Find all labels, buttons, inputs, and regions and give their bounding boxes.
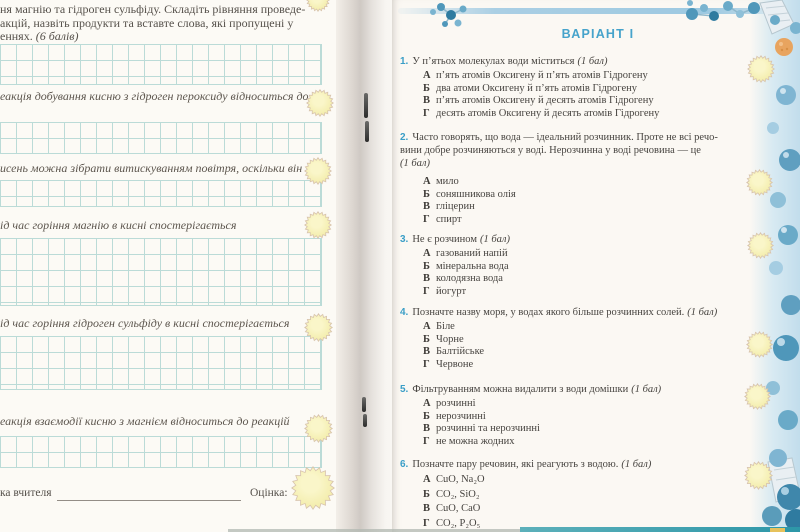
option-letter: Г (423, 107, 430, 119)
option (423, 286, 748, 299)
intro-score: (6 балів) (35, 29, 79, 43)
left-question: еакція взаємодії кисню з магнієм відноситься до реакцій (0, 414, 290, 428)
question-text: Позначте пару речовин, які реагують з водою. (412, 459, 619, 470)
question-number: 3. (400, 234, 409, 245)
option-text: CO₂, SiO₂ (436, 488, 480, 500)
option-text: соняшникова олія (436, 188, 516, 200)
answer-grid (0, 238, 322, 306)
question-3 (400, 233, 748, 298)
option-letter: Г (423, 285, 430, 297)
answer-grid (0, 122, 322, 154)
option-text: колодязна вода (436, 273, 503, 284)
option-letter: В (423, 201, 431, 212)
options-list (423, 473, 748, 531)
left-question: еакція добування кисню з гідроген пероксиду відноситься до (0, 89, 309, 103)
option (423, 189, 748, 202)
variant-title: ВАРІАНТ І (561, 27, 635, 41)
option-text: спирт (436, 213, 462, 225)
left-page (0, 0, 340, 532)
option-letter: Г (423, 358, 430, 370)
left-intro (0, 3, 332, 44)
staple (364, 93, 368, 118)
question-text: Фільтруванням можна видалити з води домішки (412, 384, 629, 395)
option-text: йогурт (436, 285, 467, 297)
option-letter: В (423, 423, 431, 434)
right-page (392, 0, 800, 532)
question-score: (1 бал) (577, 56, 608, 67)
molecule-icon (425, 0, 473, 27)
option-letter: А (423, 176, 431, 187)
option-text: CO₂, P₂O₅ (436, 517, 481, 529)
option-letter: Г (423, 517, 430, 529)
option (423, 346, 748, 359)
question-number: 6. (400, 459, 409, 470)
question-number: 5. (400, 384, 409, 395)
option-text: розчинні та нерозчинні (436, 423, 540, 434)
question-score: (1 бал) (687, 307, 718, 318)
option (423, 359, 748, 372)
option (423, 70, 748, 83)
option-letter: Г (423, 213, 430, 225)
options-list (423, 248, 748, 298)
question-score: (1 бал) (621, 459, 652, 470)
page-bottom-edge (228, 529, 520, 532)
option-letter: А (423, 70, 431, 81)
question-2 (400, 131, 748, 226)
signature-line (57, 500, 241, 501)
answer-grid (0, 436, 322, 468)
staple (362, 397, 366, 412)
binding-gutter (336, 0, 394, 532)
options-list (423, 321, 748, 371)
option-text: CuO, CaO (436, 503, 481, 515)
question-score: (1 бал) (400, 158, 430, 169)
option-letter: Б (423, 488, 430, 500)
option-letter: В (423, 273, 431, 284)
option-letter: А (423, 248, 431, 259)
option-text: п’ять атомів Оксигену й п’ять атомів Гідрогену (436, 70, 648, 81)
question-number: 4. (400, 307, 409, 318)
intro-line: акцій, назвіть продукти та вставте слова, які пропущені у (0, 15, 294, 30)
teacher-signature-label: ка вчителя (0, 487, 52, 499)
option-letter: А (423, 398, 431, 409)
option-letter: Г (423, 435, 430, 447)
staple (365, 121, 369, 142)
question-number: 1. (400, 56, 409, 67)
option (423, 398, 748, 411)
option (423, 261, 748, 274)
question-score: (1 бал) (480, 234, 510, 245)
option-letter: В (423, 503, 431, 515)
option-text: нерозчинні (436, 410, 486, 422)
grade-label: Оцінка: (250, 487, 288, 499)
question-score: (1 бал) (631, 384, 662, 395)
page-bottom-edge-teal (520, 527, 800, 532)
option-letter: В (423, 95, 431, 106)
option (423, 273, 748, 286)
question-5 (400, 383, 748, 448)
question-number: 2. (400, 132, 409, 143)
option (423, 176, 748, 189)
question-text: У п’ятьох молекулах води міститься (412, 56, 575, 67)
left-question: ід час горіння гідроген сульфіду в кисні спостерігається (0, 316, 290, 330)
option-text: не можна жодних (436, 435, 515, 447)
option-text: десять атомів Оксигену й десять атомів Гідрогену (436, 107, 660, 119)
option-letter: Б (423, 260, 430, 272)
page-bottom-edge-accent (770, 528, 785, 532)
question-6 (400, 458, 748, 531)
option (423, 108, 748, 121)
answer-grid (0, 44, 322, 85)
option (423, 334, 748, 347)
option-text: мінеральна вода (436, 260, 509, 272)
staple (363, 414, 367, 427)
option-letter: Б (423, 82, 430, 94)
answer-grid (0, 336, 322, 390)
option (423, 411, 748, 424)
option (423, 83, 748, 96)
intro-tail: еннях. (0, 29, 33, 43)
option-letter: В (423, 346, 431, 357)
option-text: Балтійське (436, 346, 485, 357)
option-text: Червоне (436, 358, 474, 370)
option-text: розчинні (436, 398, 476, 409)
option (423, 502, 748, 517)
answer-grid (0, 180, 322, 207)
options-list (423, 70, 748, 120)
option-letter: А (423, 474, 431, 485)
option-text: мило (436, 176, 459, 187)
molecule-strip-decoration (750, 56, 800, 532)
left-question: исень можна зібрати витискуванням повітря, оскільки він (0, 161, 303, 175)
option (423, 473, 748, 488)
option (423, 201, 748, 214)
options-list (423, 176, 748, 226)
option-text: CuO, Na₂O (436, 474, 485, 485)
option-text: Чорне (436, 333, 464, 345)
option-text: п’ять атомів Оксигену й десять атомів Гідрогену (436, 95, 654, 106)
option-letter: Б (423, 333, 430, 345)
option (423, 423, 748, 436)
question-text: Не є розчином (412, 234, 477, 245)
option-text: газований напій (436, 248, 508, 259)
option-text: Біле (436, 321, 455, 332)
question-text: Позначте назву моря, у водах якого більше розчинних солей. (412, 307, 685, 318)
option-letter: Б (423, 188, 430, 200)
option (423, 436, 748, 449)
options-list (423, 398, 748, 448)
question-1 (400, 55, 748, 120)
left-question: ід час горіння магнію в кисні спостерігається (0, 218, 237, 232)
question-4 (400, 306, 748, 371)
option (423, 248, 748, 261)
intro-line (0, 30, 332, 44)
option (423, 95, 748, 108)
option-text: два атоми Оксигену й п’ять атомів Гідрогену (436, 82, 638, 94)
question-text: вини добре розчиняються у воді. Нерозчинна у воді речовина — це (400, 145, 701, 156)
intro-line: ня магнію та гідроген сульфіду. Складіть рівняння проведе- (0, 2, 306, 16)
option-letter: Б (423, 410, 430, 422)
option-letter: А (423, 321, 431, 332)
option (423, 488, 748, 503)
question-text: Часто говорять, що вода — ідеальний розчинник. Проте не всі речо- (412, 132, 718, 143)
option (423, 321, 748, 334)
option (423, 214, 748, 227)
option-text: гліцерин (436, 201, 475, 212)
